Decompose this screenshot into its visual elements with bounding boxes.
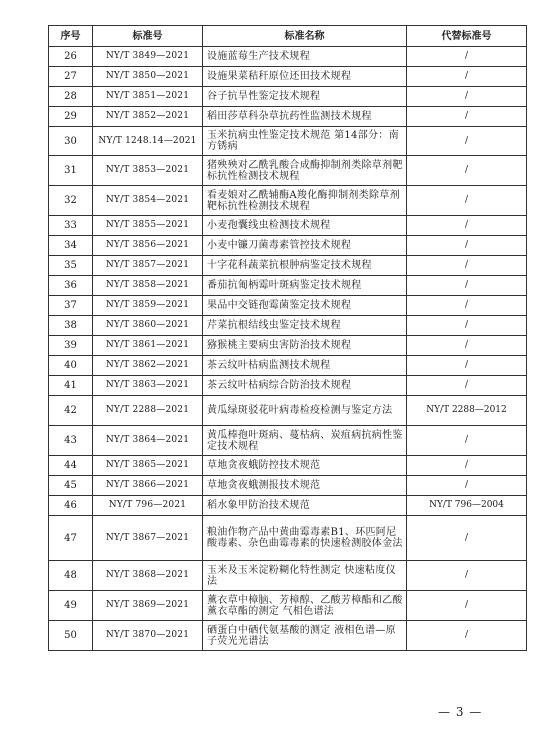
serial-cell: 47 xyxy=(49,516,93,561)
table-row xyxy=(49,396,527,426)
standard-code-cell: NY/T 3853—2021 xyxy=(93,156,203,186)
table-row xyxy=(49,356,527,376)
standard-name-cell: 猕猴桃主要病虫害防治技术规程 xyxy=(203,336,407,356)
standard-code-cell: NY/T 3868—2021 xyxy=(93,561,203,591)
serial-cell: 45 xyxy=(49,476,93,496)
standard-name-cell: 粮油作物产品中黄曲霉毒素B1、环匹阿尼酸毒素、杂色曲霉毒素的快速检测胶体金法 xyxy=(203,516,407,561)
replaced-code-cell: / xyxy=(407,47,527,67)
standard-code-cell: NY/T 3852—2021 xyxy=(93,107,203,127)
standard-code-cell: NY/T 3861—2021 xyxy=(93,336,203,356)
serial-cell: 48 xyxy=(49,561,93,591)
table-row xyxy=(49,87,527,107)
replaced-code-cell: NY/T 2288—2012 xyxy=(407,396,527,426)
replaced-code-cell: / xyxy=(407,296,527,316)
serial-cell: 26 xyxy=(49,47,93,67)
standard-name-cell: 小麦中镰刀菌毒素管控技术规程 xyxy=(203,236,407,256)
table-row xyxy=(49,316,527,336)
standard-name-cell: 果品中交链孢霉菌鉴定技术规程 xyxy=(203,296,407,316)
standard-code-cell: NY/T 3866—2021 xyxy=(93,476,203,496)
standard-code-cell: NY/T 3850—2021 xyxy=(93,67,203,87)
standard-name-cell: 看麦娘对乙酰辅酶A羧化酶抑制剂类除草剂靶标抗性检测技术规程 xyxy=(203,186,407,216)
standard-name-cell: 硒蛋白中硒代氨基酸的测定 液相色谱—原子荧光光谱法 xyxy=(203,621,407,651)
standard-code-cell: NY/T 3849—2021 xyxy=(93,47,203,67)
standards-table xyxy=(48,25,527,651)
replaced-code-cell: / xyxy=(407,276,527,296)
table-row xyxy=(49,456,527,476)
table-row xyxy=(49,621,527,651)
standard-code-cell: NY/T 1248.14—2021 xyxy=(93,127,203,156)
standard-name-cell: 草地贪夜蛾防控技术规范 xyxy=(203,456,407,476)
standard-name-cell: 茶云纹叶枯病监测技术规程 xyxy=(203,356,407,376)
serial-cell: 37 xyxy=(49,296,93,316)
replaced-code-cell: / xyxy=(407,256,527,276)
replaced-code-cell: / xyxy=(407,561,527,591)
table-row xyxy=(49,516,527,561)
standard-name-cell: 稻水象甲防治技术规范 xyxy=(203,496,407,516)
table-row xyxy=(49,127,527,156)
serial-cell: 50 xyxy=(49,621,93,651)
replaced-code-cell: / xyxy=(407,336,527,356)
standard-name-cell: 茶云纹叶枯病综合防治技术规程 xyxy=(203,376,407,396)
standard-code-cell: NY/T 3851—2021 xyxy=(93,87,203,107)
replaced-code-cell: / xyxy=(407,87,527,107)
standard-name-cell: 玉米抗病虫性鉴定技术规范 第14部分：南方锈病 xyxy=(203,127,407,156)
serial-cell: 33 xyxy=(49,216,93,236)
serial-cell: 46 xyxy=(49,496,93,516)
standard-code-cell: NY/T 3854—2021 xyxy=(93,186,203,216)
table-row xyxy=(49,276,527,296)
table-row xyxy=(49,476,527,496)
serial-cell: 29 xyxy=(49,107,93,127)
replaced-code-cell: / xyxy=(407,426,527,456)
standard-code-cell: NY/T 3860—2021 xyxy=(93,316,203,336)
replaced-code-cell: / xyxy=(407,127,527,156)
table-row xyxy=(49,561,527,591)
replaced-code-cell: / xyxy=(407,591,527,621)
replaced-code-cell: / xyxy=(407,216,527,236)
table-row xyxy=(49,216,527,236)
serial-cell: 32 xyxy=(49,186,93,216)
header-standard-code: 标准号 xyxy=(93,26,203,47)
header-standard-name: 标准名称 xyxy=(203,26,407,47)
replaced-code-cell: / xyxy=(407,356,527,376)
table-header-row xyxy=(49,26,527,47)
replaced-code-cell: / xyxy=(407,186,527,216)
table-row xyxy=(49,236,527,256)
standard-name-cell: 稻田莎草科杂草抗药性监测技术规程 xyxy=(203,107,407,127)
table-body xyxy=(49,47,527,651)
standard-name-cell: 设施蓝莓生产技术规程 xyxy=(203,47,407,67)
standard-code-cell: NY/T 3858—2021 xyxy=(93,276,203,296)
serial-cell: 31 xyxy=(49,156,93,186)
standard-code-cell: NY/T 3856—2021 xyxy=(93,236,203,256)
standard-name-cell: 谷子抗旱性鉴定技术规程 xyxy=(203,87,407,107)
serial-cell: 34 xyxy=(49,236,93,256)
serial-cell: 41 xyxy=(49,376,93,396)
standard-code-cell: NY/T 3855—2021 xyxy=(93,216,203,236)
standard-code-cell: NY/T 3864—2021 xyxy=(93,426,203,456)
standard-name-cell: 黄瓜棒孢叶斑病、蔓枯病、炭疽病抗病性鉴定技术规程 xyxy=(203,426,407,456)
standard-name-cell: 猪殃殃对乙酰乳酸合成酶抑制剂类除草剂靶标抗性检测技术规程 xyxy=(203,156,407,186)
standard-name-cell: 番茄抗匍柄霉叶斑病鉴定技术规程 xyxy=(203,276,407,296)
table-row xyxy=(49,156,527,186)
replaced-code-cell: / xyxy=(407,236,527,256)
replaced-code-cell: / xyxy=(407,67,527,87)
standard-code-cell: NY/T 3867—2021 xyxy=(93,516,203,561)
table-row xyxy=(49,376,527,396)
table-row xyxy=(49,67,527,87)
table-row xyxy=(49,496,527,516)
standard-name-cell: 玉米及玉米淀粉糊化特性测定 快速粘度仪法 xyxy=(203,561,407,591)
standard-code-cell: NY/T 2288—2021 xyxy=(93,396,203,426)
serial-cell: 42 xyxy=(49,396,93,426)
header-serial: 序号 xyxy=(49,26,93,47)
standard-code-cell: NY/T 3870—2021 xyxy=(93,621,203,651)
standard-code-cell: NY/T 3865—2021 xyxy=(93,456,203,476)
standard-code-cell: NY/T 796—2021 xyxy=(93,496,203,516)
serial-cell: 35 xyxy=(49,256,93,276)
serial-cell: 44 xyxy=(49,456,93,476)
standard-code-cell: NY/T 3869—2021 xyxy=(93,591,203,621)
replaced-code-cell: / xyxy=(407,476,527,496)
serial-cell: 40 xyxy=(49,356,93,376)
page-number: — 3 — xyxy=(438,705,483,719)
replaced-code-cell: / xyxy=(407,316,527,336)
serial-cell: 49 xyxy=(49,591,93,621)
standard-code-cell: NY/T 3863—2021 xyxy=(93,376,203,396)
standard-name-cell: 草地贪夜蛾测报技术规范 xyxy=(203,476,407,496)
replaced-code-cell: / xyxy=(407,107,527,127)
serial-cell: 27 xyxy=(49,67,93,87)
table-row xyxy=(49,426,527,456)
replaced-code-cell: / xyxy=(407,376,527,396)
serial-cell: 43 xyxy=(49,426,93,456)
replaced-code-cell: / xyxy=(407,156,527,186)
header-replaced-code: 代替标准号 xyxy=(407,26,527,47)
standard-name-cell: 小麦孢囊线虫检测技术规程 xyxy=(203,216,407,236)
standard-name-cell: 设施果菜秸秆原位还田技术规程 xyxy=(203,67,407,87)
standard-name-cell: 芹菜抗根结线虫鉴定技术规程 xyxy=(203,316,407,336)
replaced-code-cell: NY/T 796—2004 xyxy=(407,496,527,516)
table-row xyxy=(49,47,527,67)
replaced-code-cell: / xyxy=(407,456,527,476)
table-row xyxy=(49,591,527,621)
table-row xyxy=(49,186,527,216)
standard-name-cell: 薰衣草中樟脑、芳樟醇、乙酸芳樟酯和乙酸薰衣草酯的测定 气相色谱法 xyxy=(203,591,407,621)
standard-name-cell: 十字花科蔬菜抗根肿病鉴定技术规程 xyxy=(203,256,407,276)
standard-code-cell: NY/T 3857—2021 xyxy=(93,256,203,276)
table-row xyxy=(49,256,527,276)
table-row xyxy=(49,296,527,316)
table-row xyxy=(49,336,527,356)
standard-code-cell: NY/T 3859—2021 xyxy=(93,296,203,316)
serial-cell: 39 xyxy=(49,336,93,356)
replaced-code-cell: / xyxy=(407,621,527,651)
serial-cell: 38 xyxy=(49,316,93,336)
replaced-code-cell: / xyxy=(407,516,527,561)
standard-name-cell: 黄瓜绿斑驳花叶病毒检疫检测与鉴定方法 xyxy=(203,396,407,426)
standard-code-cell: NY/T 3862—2021 xyxy=(93,356,203,376)
table-row xyxy=(49,107,527,127)
serial-cell: 28 xyxy=(49,87,93,107)
serial-cell: 30 xyxy=(49,127,93,156)
serial-cell: 36 xyxy=(49,276,93,296)
